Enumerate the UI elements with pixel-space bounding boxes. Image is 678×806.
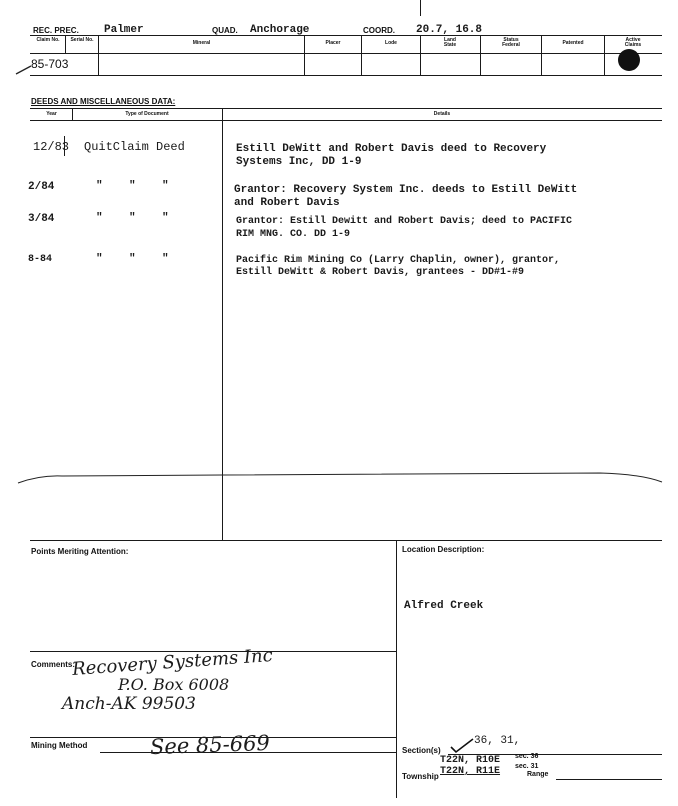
deeds-top-rule [30, 108, 662, 109]
comments-label: Comments: [31, 660, 76, 669]
mining-method-underline [100, 752, 396, 753]
fold-crease-line [0, 462, 678, 492]
deed-row-4-details-line-1: Pacific Rim Mining Co (Larry Chaplin, owner), grantor, [236, 255, 561, 266]
deed-row-1-details-line-1: Estill DeWitt and Robert Davis deed to Recovery [236, 143, 547, 155]
deeds-section-title: DEEDS AND MISCELLANEOUS DATA: [31, 97, 176, 106]
range-label: Range [527, 771, 549, 778]
lode-col-divider [420, 35, 421, 75]
claim-no-value: 85-703 [31, 57, 69, 71]
township-line-2: T22N, R11E [440, 766, 501, 777]
deeds-type-header: Type of Document [125, 111, 169, 117]
deed-row-3-details-line-1: Grantor: Estill Dewitt and Robert Davis; deed to PACIFIC [236, 216, 573, 227]
patented-header: Patented [562, 40, 584, 46]
status-federal-header: Status Federal [502, 37, 520, 48]
rec-prec-label: REC. PREC. [33, 26, 79, 35]
points-meriting-attention-label: Points Meriting Attention: [31, 547, 129, 556]
deed-row-1-year: 12/83 [33, 140, 70, 154]
deed-row-2-year: 2/84 [28, 181, 55, 193]
placer-header: Placer [325, 40, 341, 46]
comments-line-3: Anch-AK 99503 [62, 694, 196, 714]
comments-line-2: P.O. Box 6008 [118, 675, 230, 694]
deed-row-2-details-line-2: and Robert Davis [234, 197, 340, 209]
deed-row-2-details-line-1: Grantor: Recovery System Inc. deeds to Estill DeWitt [234, 184, 578, 196]
claim-no-header: Claim No. [36, 37, 60, 43]
sections-value: 36, 31, [474, 735, 521, 747]
stray-pen-stroke [14, 62, 34, 76]
comments-line-1: Recovery Systems Inc [71, 645, 274, 680]
deed-row-4-year: 8-84 [28, 254, 53, 265]
township-line-1-note: sec. 36 [515, 753, 539, 760]
sections-label: Section(s) [402, 746, 441, 755]
mineral-header: Mineral [192, 40, 211, 46]
deeds-header-rule [30, 120, 662, 121]
serial-no-header: Serial No. [70, 37, 94, 43]
checkmark-icon [448, 737, 476, 755]
township-line-1: T22N, R10E [440, 755, 501, 766]
active-claims-header: Active Claims [624, 37, 642, 48]
location-description-value: Alfred Creek [404, 600, 484, 612]
top-tick-mark [420, 0, 421, 16]
lode-header: Lode [385, 40, 397, 46]
deed-row-4-details-line-2: Estill DeWitt & Robert Davis, grantees - DD#1-#9 [236, 267, 525, 278]
quad-label: QUAD. [212, 26, 238, 35]
deeds-year-header: Year [46, 111, 57, 117]
land-col-divider [480, 35, 481, 75]
coord-label: COORD. [363, 26, 395, 35]
deed-row-3-type: " " " [96, 212, 169, 224]
header-mid-rule [30, 53, 662, 54]
deed-row-3-year: 3/84 [28, 213, 55, 225]
mining-method-label: Mining Method [31, 741, 88, 750]
location-description-label: Location Description: [402, 545, 485, 554]
deed-row-2-type: " " " [96, 180, 169, 192]
punched-hole-mark [618, 49, 640, 71]
township-line-2-note: sec. 31 [515, 763, 539, 770]
header-bottom-rule [30, 75, 662, 76]
rec-prec-value: Palmer [104, 24, 144, 36]
deeds-details-header: Details [433, 111, 451, 117]
land-state-header: Land State [443, 37, 457, 48]
quad-value: Anchorage [250, 24, 310, 36]
deed-row-3-details-line-2: RIM MNG. CO. DD 1-9 [236, 229, 351, 240]
coord-value: 20.7, 16.8 [416, 24, 483, 36]
deed-row-1-type: QuitClaim Deed [84, 140, 185, 154]
header-top-rule [30, 35, 662, 36]
deeds-bottom-rule [30, 540, 662, 541]
township-label: Township [402, 772, 439, 781]
patented-col-divider [604, 35, 605, 75]
deed-row-1-details-line-2: Systems Inc, DD 1-9 [236, 156, 362, 168]
deed-row-1-pen-mark [64, 136, 65, 156]
mining-method-value: See 85-669 [149, 730, 271, 760]
range-underline [556, 779, 662, 780]
bottom-center-divider [396, 540, 397, 798]
deed-row-4-type: " " " [96, 253, 169, 265]
